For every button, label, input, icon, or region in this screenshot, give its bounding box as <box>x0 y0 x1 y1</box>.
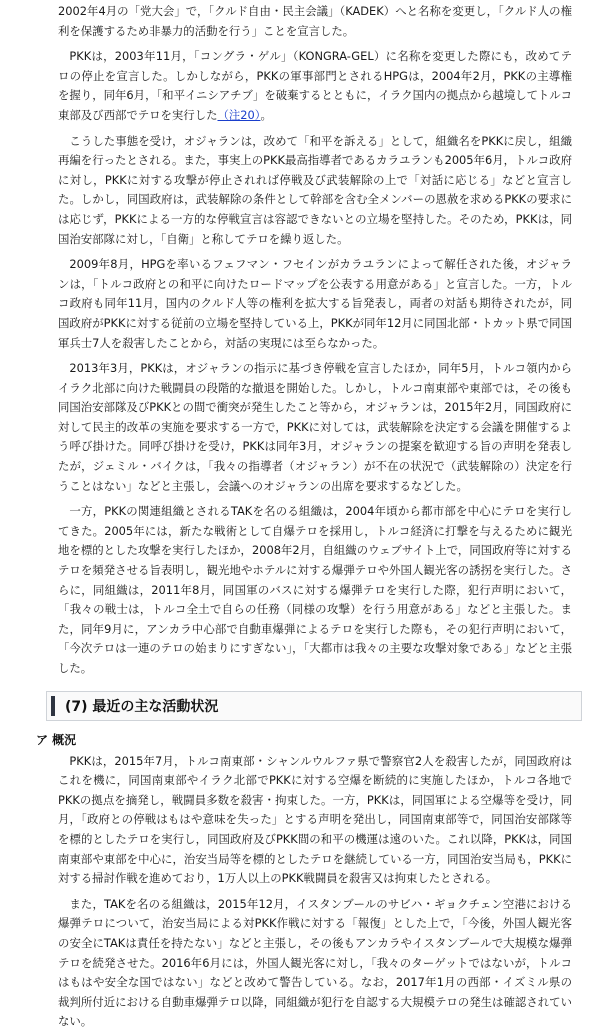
paragraph-tak: 一方，PKKの関連組織とされるTAKを名のる組織は，2004年頃から都市部を中心にテロを実行してきた。2005年には，新たな戦術として自爆テロを採用し，トルコ経済に打撃を与えるために観光地を標的とした攻撃を実行したほか，2008年2月，自組織のウェブサイト上で，同国政府等に対するテロを頻発させる旨表明し，観光地やホテルに対する爆弾テロや外国人観光客の誘拐を実行した。さらに，同組織は，2011年8月，同国軍のバスに対する爆弾テロを実行した際，犯行声明において，「我々の戦士は，トルコ全土で自らの任務（同様の攻撃）を行う用意がある」などと主張した。また，同年9月に，アンカラ中心部で自動車爆弾によるテロを実行した際も，その犯行声明において，「今次テロは一連のテロの始まりにすぎない」，「大都市は我々の主要な攻撃対象である」などと主張した。 <box>58 504 572 675</box>
section-title: (7) 最近の主な活動状況 <box>65 698 219 715</box>
paragraph-kongra-gel-text: PKKは，2003年11月，「コングラ・ゲル」（KONGRA-GEL）に名称を変更した際にも，改めてテロの停止を宣言した。しかしながら，PKKの軍事部門とされるHPGは，2004年2月，PKKの主導権を握り，同年6月，「和平イニシアチブ」を破棄するとともに，イラク国内の拠点から越境してトルコ東部及び西部でテロを実行した <box>58 49 572 122</box>
paragraph-reorganization: こうした事態を受け，オジャランは，改めて「和平を訴える」として，組織名をPKKに戻し，組織再編を行ったとされる。また，事実上のPKK最高指導者であるカラユランも2005年6月，トルコ政府に対し，PKKに対する攻撃が停止されれば停戦及び武装解除の上で「対話に応じる」などと宣言した。しかし，同国政府は，武装解除の条件として幹部を含む全メンバーの恩赦を求めるPKKの要求には応じず，PKKによる一方的な停戦宣言は容認できないとの立場を堅持した。そのため，PKKは，同国治安部隊に対し，「自衛」と称してテロを繰り返した。 <box>58 133 572 246</box>
paragraph-roadmap: 2009年8月，HPGを率いるフェフマン・フセインがカラユランによって解任された後，オジャランは，「トルコ政府との和平に向けたロードマップを公表する用意がある」と宣言した。一方，トルコ政府も同年11月，国内のクルド人等の権利を拡大する旨発表し，両者の対話も期待されたが，同国政府がPKKに対する従前の立場を堅持している上，PKKが同年12月に同国北部・トカット県で同国軍兵士7人を殺害したことから，対話の実現には至らなかった。 <box>58 257 572 350</box>
document-page <box>0 2 614 1029</box>
section-heading-recent-activities <box>46 691 582 721</box>
paragraph-recent-tak: また，TAKを名のる組織は，2015年12月，イスタンブールのサビハ・ギョクチェン空港における爆弾テロについて，治安当局による対PKK作戦に対する「報復」とした上で，「今後，外国人観光客の安全にTAKは責任を持たない」などと主張し，その後もアンカラやイスタンブールで大規模な爆弾テロを続発させた。2016年6月には，外国人観光客に対し，「我々のターゲットではないが，トルコはもはや安全な国ではない」などと改めて警告している。なお，2017年1月の西部・イズミル県の裁判所付近における自動車爆弾テロ以降，同組織が犯行を自認する大規模テロの発生は確認されていない。 <box>58 896 572 1029</box>
subheading-overview: ア 概況 <box>36 732 77 747</box>
intro-paragraph: 2002年4月の「党大会」で，「クルド自由・民主会議」（KADEK）へと名称を変更し，「クルド人の権利を保護するため非暴力的活動を行う」ことを宣言した。 <box>58 4 572 38</box>
paragraph-recent-pkk: PKKは，2015年7月，トルコ南東部・シャンルウルファ県で警察官2人を殺害したが，同国政府はこれを機に，同国南東部やイラク北部でPKKに対する空爆を断続的に実施したほか，トルコ各地でPKKの拠点を摘発し，戦闘員多数を殺害・拘束した。一方，PKKは，同国軍による空爆等を受け，同月，「政府との停戦はもはや意味を失った」とする声明を発出し，同国南東部等で，同国治安部隊等を標的としたテロを実行し，同国政府及びPKK間の和平の機運は遠のいた。これ以降，PKKは，同国南東部や東部を中心に，治安当局等を標的としたテロを継続している一方，同国治安当局も，PKKに対する掃討作戦を進めており，1万人以上のPKK戦闘員を殺害又は拘束したとされる。 <box>58 753 572 886</box>
section-heading-bar <box>51 696 55 716</box>
footnote-20-link[interactable]: （注20） <box>217 107 261 122</box>
paragraph-ceasefire-2013: 2013年3月，PKKは，オジャランの指示に基づき停戦を宣言したほか，同年5月，トルコ領内からイラク北部に向けた戦闘員の段階的な撤退を開始した。しかし，トルコ南東部や東部では，その後も同国治安部隊及びPKKとの間で衝突が発生したこと等から，オジャランは，2015年2月，同国政府に対して民主的改革の実施を要求する一方で，PKKに対しては，武装解除を決定する会議を開催するよう呼び掛けた。同呼び掛けを受け，PKKは同年3月，オジャランの提案を歓迎する旨の声明を発表したが，ジェミル・バイクは，「我々の指導者（オジャラン）が不在の状況で（武装解除の）決定を行うことはない」などと主張し，会議へのオジャランの出席を要求するなどした。 <box>58 361 572 493</box>
paragraph-kongra-gel-end: 。 <box>260 107 272 122</box>
paragraph-kongra-gel <box>58 47 572 125</box>
